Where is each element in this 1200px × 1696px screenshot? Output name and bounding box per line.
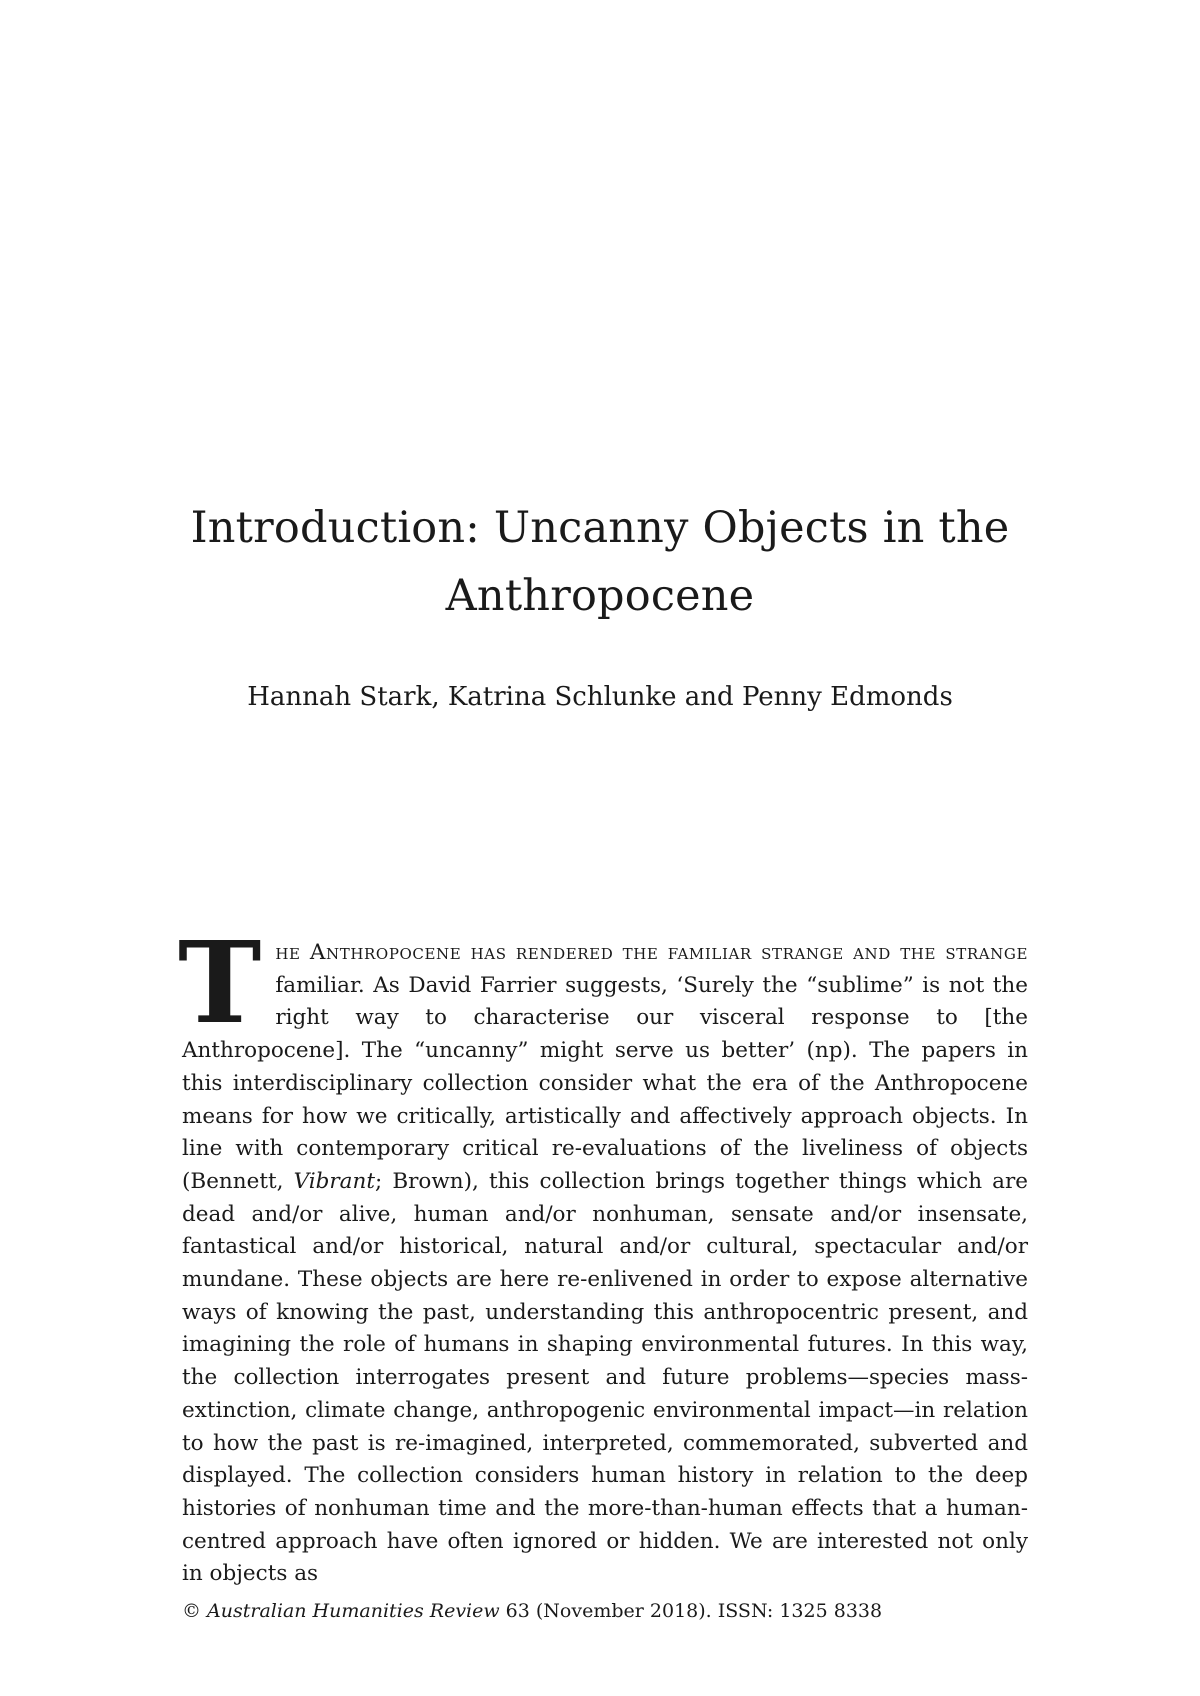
opening-paragraph xyxy=(178,918,1029,1591)
drop-cap: T xyxy=(178,918,262,1049)
issue-details: 63 (November 2018). ISSN: 1325 8338 xyxy=(499,1600,883,1622)
paragraph-text-1: familiar. As David Farrier suggests, ‘Surely the “sublime” is not the right way to characterise our visceral response to [the Anthropocene]. The “uncanny” might serve us better’ (np). The papers in this interdisciplinary collection consider what the era of the Anthropocene means for how we critically, artistically and affectively approach objects. In line with contemporary critical re-evaluations of the liveliness of objects (Bennett, xyxy=(182,972,1028,1194)
title-line-1: Introduction: Uncanny Objects in the xyxy=(190,502,1010,553)
copyright-symbol: © xyxy=(182,1600,208,1622)
footer-citation xyxy=(182,1598,882,1624)
paragraph-text-2: ; Brown), this collection brings together things which are dead and/or alive, human and/or nonhuman, sensate and/or insensate, fantastical and/or historical, natural and/or cultural, spectacular and/or mundane. These objects are here re-enlivened in order to expose alternative ways of knowing the past, understanding this anthropocentric present, and imagining the role of humans in shaping environmental futures. In this way, the collection interrogates present and future problems—species mass-extinction, climate change, anthropogenic environmental impact—in relation to how the past is re-imagined, interpreted, commemorated, subverted and displayed. The collection considers human history in relation to the deep histories of nonhuman time and the more-than-human effects that a human-centred approach have often ignored or hidden. We are interested not only in objects as xyxy=(182,1168,1029,1587)
article-body xyxy=(178,918,1029,1591)
article-title xyxy=(150,494,1050,630)
citation-italic: Vibrant xyxy=(293,1168,375,1194)
title-line-2: Anthropocene xyxy=(445,570,755,621)
journal-name: Australian Humanities Review xyxy=(207,1600,500,1622)
author-list: Hannah Stark, Katrina Schlunke and Penny Edmonds xyxy=(247,682,953,712)
opening-smallcaps: he Anthropocene has rendered the familiar strange and the strange xyxy=(275,940,1028,965)
